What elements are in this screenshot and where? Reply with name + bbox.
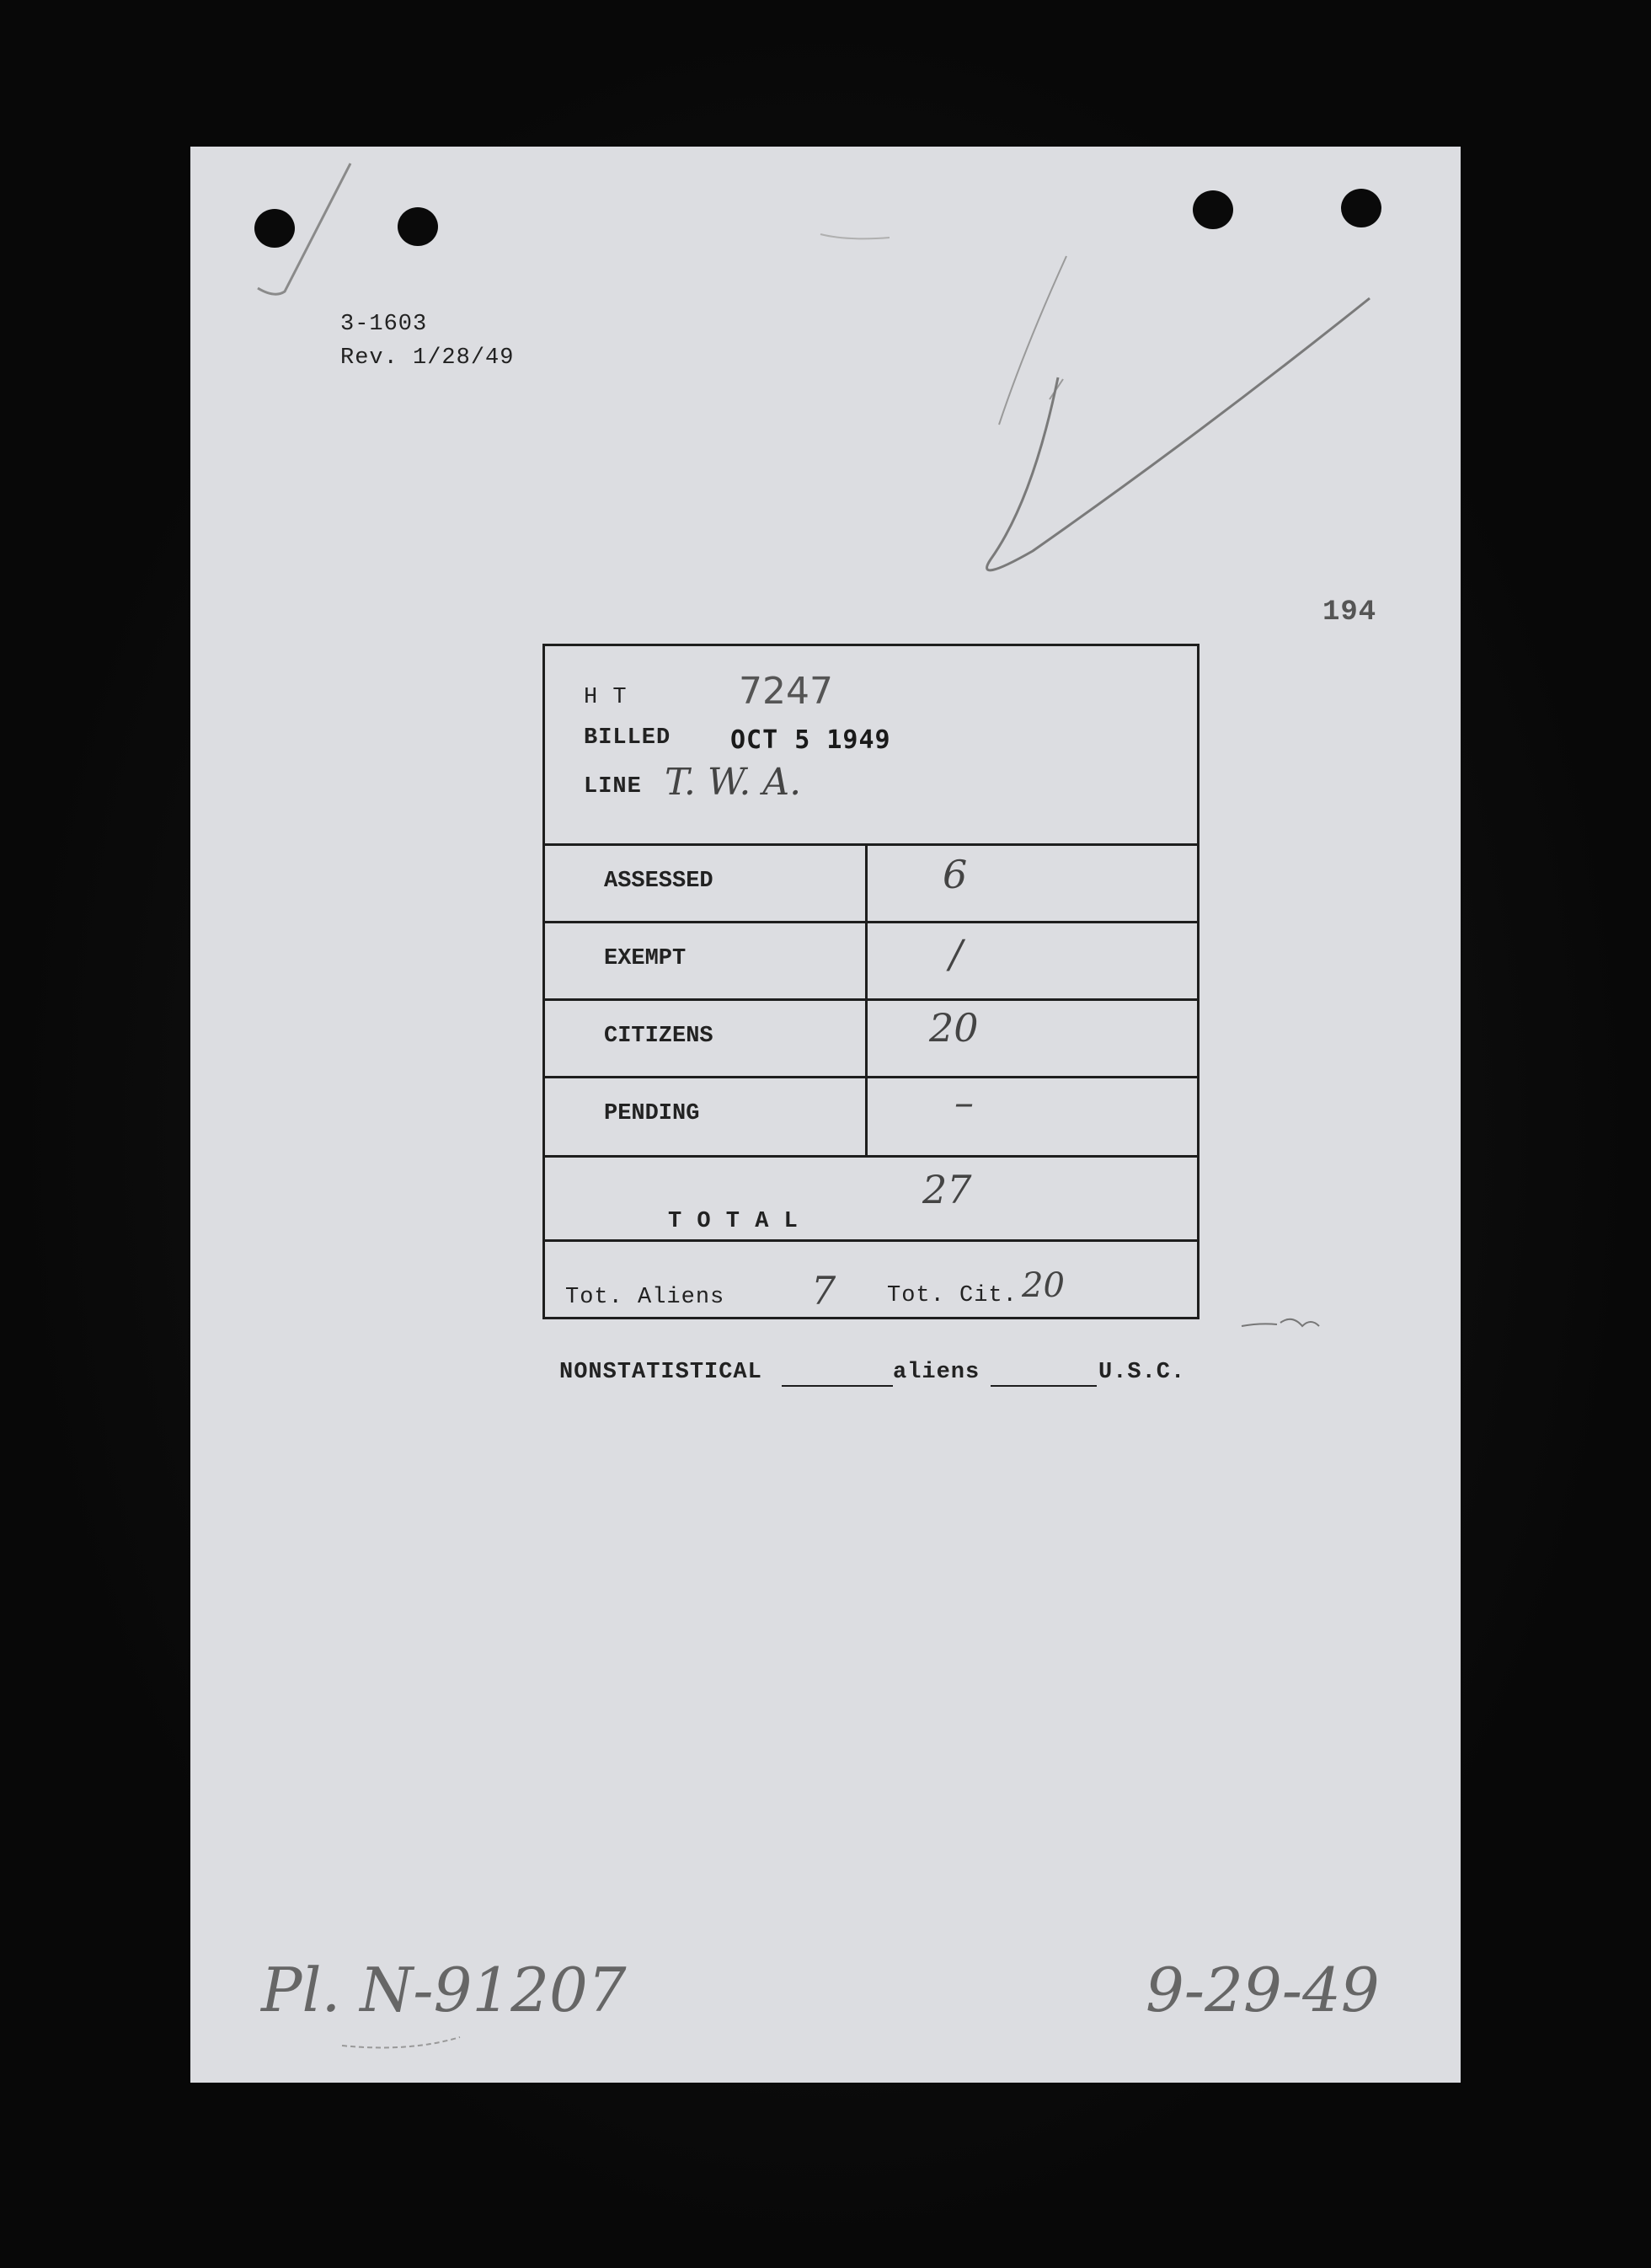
total-value: 27	[922, 1167, 972, 1212]
total-label: T O T A L	[668, 1209, 799, 1234]
row-value-citizens: 20	[929, 1005, 979, 1051]
tot-cit-label: Tot. Cit.	[887, 1283, 1018, 1308]
row-label-exempt: EXEMPT	[604, 946, 687, 971]
row-label-assessed: ASSESSED	[604, 869, 713, 894]
tot-cit-value: 20	[1022, 1266, 1065, 1305]
divider	[545, 1155, 1197, 1158]
handwritten-reference: Pl. N-91207	[261, 1955, 627, 2025]
handwritten-date: 9-29-49	[1146, 1955, 1380, 2025]
ht-value: 7247	[739, 670, 833, 713]
billed-date-stamp: OCT 5 1949	[730, 725, 891, 755]
tot-aliens-value: 7	[811, 1268, 836, 1313]
tally-form	[542, 644, 1200, 1319]
divider	[545, 1076, 1197, 1078]
line-value: T. W. A.	[665, 761, 802, 804]
aliens-blank	[991, 1385, 1097, 1387]
tot-aliens-label: Tot. Aliens	[565, 1285, 725, 1310]
line-label: LINE	[584, 774, 642, 800]
aliens-label: aliens	[893, 1360, 980, 1385]
nonstatistical-label: NONSTATISTICAL	[559, 1360, 762, 1385]
page-number: 194	[1322, 596, 1377, 629]
form-number: 3-1603	[340, 312, 428, 337]
ht-label: H T	[584, 685, 628, 710]
revision-date: Rev. 1/28/49	[340, 345, 515, 371]
divider	[545, 843, 1197, 846]
row-value-pending: –	[954, 1079, 974, 1125]
divider	[545, 921, 1197, 923]
divider	[545, 998, 1197, 1001]
row-value-assessed: 6	[943, 852, 968, 897]
billed-label: BILLED	[584, 725, 671, 751]
column-divider	[865, 843, 868, 1155]
row-value-exempt: /	[949, 931, 963, 976]
nonstatistical-blank	[782, 1385, 893, 1387]
row-label-citizens: CITIZENS	[604, 1024, 713, 1049]
divider	[545, 1239, 1197, 1242]
usc-label: U.S.C.	[1098, 1360, 1186, 1385]
row-label-pending: PENDING	[604, 1101, 700, 1126]
